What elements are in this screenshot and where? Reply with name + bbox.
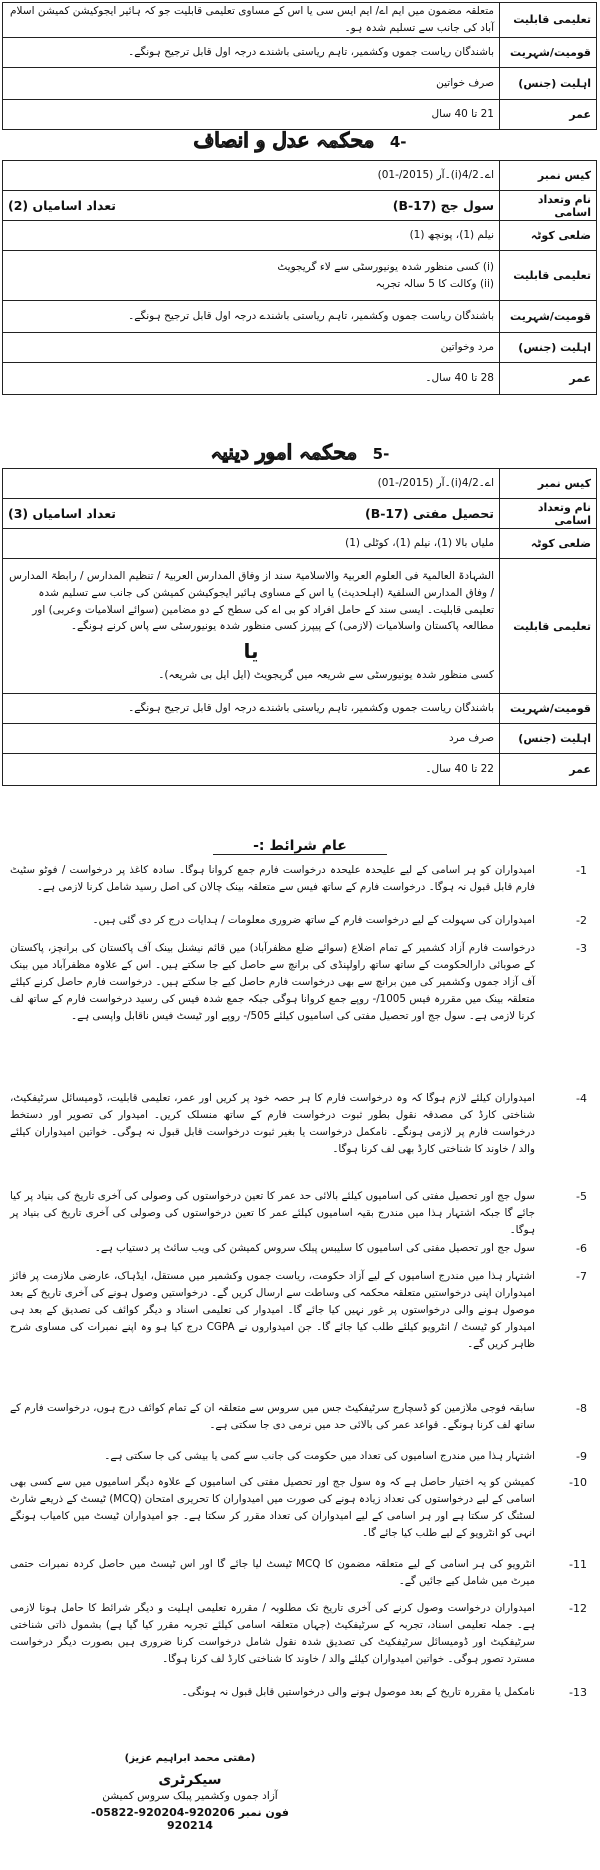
general-title-text: عام شرائط :- (213, 838, 387, 855)
post-cell (3, 191, 500, 221)
condition-text: نامکمل یا مقررہ تاریخ کے بعد موصول ہونے والی درخواستیں قابل قبول نہ ہونگی۔ (181, 1686, 535, 1698)
quota-label: ضلعی کوٹہ (500, 529, 597, 559)
qualification-text-alt: کسی منظور شدہ یونیورسٹی سے شریعہ میں گریجویٹ (ایل ایل بی شریعہ)۔ (158, 669, 494, 682)
qualification-value (3, 559, 500, 694)
condition-text: امیدواران کی سہولت کے لیے درخواست فارم کے ساتھ ضروری معلومات / ہدایات درج کر دی گئی ہیں۔ (92, 914, 535, 926)
row-value: متعلقہ مضمون میں ایم اے/ ایم ایس سی یا اس کے مساوی تعلیمی قابلیت جو کہ ہائیر ایجوکیشن کمیشن اسلام آباد کی جانب سے تسلیم شدہ ہو۔ (3, 3, 500, 38)
quota-value: نیلم (1)، پونچھ (1) (3, 221, 500, 251)
condition-text: سول جج اور تحصیل مفتی کی اسامیوں کیلئے بالائی حد عمر کا تعین درخواستوں کی وصولی کی آخری تاریخ کی بنیاد پر کیا جائے گا جبکہ اشتہار ہذا میں مندرج بقیہ اسامیوں کیلئے عمر کا تعین درخواستوں کی وصولی کی آخری تاریخ کی بنیاد پر ہوگا۔ (10, 1190, 535, 1236)
contact-phone: فون نمبر 920206-920204-05822-920214 (91, 1806, 289, 1832)
table-row (3, 529, 597, 559)
signatory-name: (مفتی محمد ابراہیم عزیز) (124, 1753, 256, 1764)
case-label: کیس نمبر (500, 469, 597, 499)
nationality-value: باشندگان ریاست جموں وکشمیر، تاہم ریاستی باشندے درجہ اول قابل ترجیح ہونگے۔ (3, 694, 500, 724)
table-row (3, 161, 597, 191)
qualification-value (3, 251, 500, 301)
condition-item (10, 1400, 595, 1434)
post-label: نام وتعداد اسامی (500, 191, 597, 221)
condition-text: انٹرویو کی ہر اسامی کے لیے متعلقہ مضمون کا MCQ ٹیسٹ لیا جائے گا اور اس ٹیسٹ میں حاصل کردہ نمبرات حتمی میرٹ میں شامل کیے جائیں گے۔ (10, 1558, 535, 1587)
condition-text: اشتہار ہذا میں مندرج اسامیوں کے لیے آزاد حکومت، ریاست جموں وکشمیر میں مستقل، ایڈہاک، عارضی ملازمت پر فائز امیدواران اپنی درخواستیں متعلقہ محکمہ کی وساطت سے ارسال کریں گے۔ درخواستیں وصول ہونے کی آخری تاریخ کے بعد موصول ہونے والی درخواستوں پر غور نہیں کیا جائے گا۔ امیدوار کی تعلیمی اسناد و دیگر کوائف کی تصدیق کے بعد ہی امیدوار کو ٹیسٹ / انٹرویو کیلئے طلب کیا جائے گا۔ جن امیدواروں نے CGPA درج کیا ہو وہ اپنے نمبرات کی مساوی شرح ظاہر کریں گے۔ (10, 1270, 535, 1350)
civil-judge-table (2, 160, 597, 395)
condition-item (10, 1556, 595, 1590)
section-4-heading (0, 128, 600, 152)
section-title: محکمہ عدل و انصاف (193, 128, 375, 152)
condition-text: سابقہ فوجی ملازمین کو ڈسچارج سرٹیفکیٹ جس میں سروس سے متعلقہ ان کے تمام کوائف درج ہوں، درخواست فارم کے ساتھ لف کرنا ہونگے۔ قواعد عمر کی بالائی حد میں نرمی دی جا سکتی ہے۔ (10, 1402, 535, 1431)
condition-number: -7 (576, 1270, 587, 1283)
condition-item (10, 1268, 595, 1353)
condition-item (10, 1600, 595, 1668)
table-row (3, 251, 597, 301)
post-name: سول جج (B-17) (392, 197, 494, 213)
condition-number: -5 (576, 1190, 587, 1203)
signatory-title: سیکرٹری (158, 1772, 222, 1788)
condition-text: امیدواران کیلئے لازم ہوگا کہ وہ درخواست فارم کا ہر حصہ خود پر کریں اور عمر، تعلیمی قابلیت، ڈومیسائل سرٹیفکیٹ، شناختی کارڈ کی مصدقہ نقول بطور ثبوت درخواست فارم کے ساتھ منسلک کریں۔ امیدوار کی تصویر اور دستخط درخواست فارم پر لازمی ہونگے۔ نامکمل درخواست یا بغیر ثبوت درخواست قابل قبول نہ ہوگی۔ خواتین امیدواران کیلئے والد / خاوند کا شناختی کارڈ بھی لف کرنا ہوگا۔ (10, 1092, 535, 1155)
section-5-heading (0, 440, 600, 464)
condition-number: -1 (576, 864, 587, 877)
condition-number: -13 (569, 1686, 587, 1699)
age-value: 22 تا 40 سال۔ (3, 754, 500, 786)
table-row (3, 191, 597, 221)
section-number: -5 (372, 445, 390, 463)
general-conditions-title (0, 835, 600, 854)
condition-text: اشتہار ہذا میں مندرج اسامیوں کی تعداد میں حکومت کی جانب سے کمی یا بیشی کی جا سکتی ہے۔ (104, 1450, 535, 1462)
table-row (3, 724, 597, 754)
condition-text: امیدواران درخواست وصول کرنے کی آخری تاریخ تک مطلوبہ / مقررہ تعلیمی اہلیت و دیگر شرائط کا حامل ہونا لازمی ہے۔ جملہ تعلیمی اسناد، تجربہ کے سرٹیفکیٹ (جہاں متعلقہ اسامی کیلئے تجربہ مقرر کیا گیا ہے) بشمول ذاتی شناختی سرٹیفکیٹ اور ڈومیسائل سرٹیفکیٹ کی تصدیق شدہ نقول شامل درخواست کرنا ضروری ہیں بصورت دیگر درخواست مسترد تصور ہوگی۔ خواتین امیدواران کیلئے والد / خاوند کا شناختی کارڈ لف کرنا ہوگا۔ (10, 1602, 535, 1665)
row-label: عمر (500, 99, 597, 129)
condition-number: -3 (576, 942, 587, 955)
row-value: 21 تا 40 سال (3, 99, 500, 129)
condition-item (10, 1188, 595, 1239)
row-value: باشندگان ریاست جموں وکشمیر، تاہم ریاستی باشندے درجہ اول قابل ترجیح ہونگے۔ (3, 37, 500, 67)
condition-number: -8 (576, 1402, 587, 1415)
condition-text: امیدواران کو ہر اسامی کے لیے علیحدہ علیحدہ درخواست فارم جمع کروانا ہوگا۔ سادہ کاغذ پر درخواست / فوٹو سٹیٹ فارم قابل قبول نہ ہوگا۔ درخواست فارم کے ساتھ فیس سے متعلقہ بینک چالان کی اصل رسید شامل کرنا لازمی ہے۔ (10, 864, 535, 893)
case-label: کیس نمبر (500, 161, 597, 191)
age-label: عمر (500, 363, 597, 395)
qualification-line: (i) کسی منظور شدہ یونیورسٹی سے لاء گریجویٹ (277, 260, 494, 273)
row-value: صرف خواتین (3, 67, 500, 99)
table-row (3, 754, 597, 786)
condition-text: سول جج اور تحصیل مفتی کی اسامیوں کا سلیبس پبلک سروس کمیشن کی ویب سائٹ پر دستیاب ہے۔ (94, 1242, 535, 1254)
condition-number: -4 (576, 1092, 587, 1105)
quota-label: ضلعی کوٹہ (500, 221, 597, 251)
condition-item (10, 940, 595, 1025)
post-count: تعداد اسامیاں (3) (8, 505, 116, 521)
post-count: تعداد اسامیاں (2) (8, 197, 116, 213)
post-label: نام وتعداد اسامی (500, 499, 597, 529)
signature-block (90, 1753, 290, 1832)
condition-number: -11 (569, 1558, 587, 1571)
table-row (3, 363, 597, 395)
gender-label: اہلیت (جنس) (500, 333, 597, 363)
case-value: اے۔4/2(i)۔آر (2015/-01) (3, 161, 500, 191)
age-value: 28 تا 40 سال۔ (3, 363, 500, 395)
nationality-label: قومیت/شہریت (500, 694, 597, 724)
previous-post-table (2, 2, 597, 130)
case-value: اے۔4/2(i)۔آر (2015/-01) (3, 469, 500, 499)
qualification-text: الشہادۃ العالمیۃ فی العلوم العربیۃ والاسلامیۃ سند از وفاق المدارس العربیۃ / تنظیم المدارس / رابطۃ المدارس / وفاق المدارس السلفیۃ (اہلحدیث) یا اس کے مساوی ہائیر ایجوکیشن کمیشن کی جانب سے تسلیم شدہ تعلیمی قابلیت۔ ایسی سند کے حامل افراد کو بی اے کی سطح کے دو مضامین (سوائے اسلامیات وعربی) اور مطالعہ پاکستان واسلامیات (لازمی) کے پیپرز کسی منظور شدہ یونیورسٹی سے پاس کرنے ہونگے۔ (9, 570, 494, 633)
section-number: -4 (389, 133, 407, 151)
section-title: محکمہ امور دینیہ (210, 440, 358, 464)
table-row (3, 99, 597, 129)
qualification-or: یا (243, 639, 259, 664)
condition-item (10, 1240, 595, 1257)
condition-number: -10 (569, 1476, 587, 1489)
table-row (3, 333, 597, 363)
table-row (3, 37, 597, 67)
table-row (3, 3, 597, 38)
condition-number: -2 (576, 914, 587, 927)
quota-value: ملیاں بالا (1)، نیلم (1)، کوٹلی (1) (3, 529, 500, 559)
gender-label: اہلیت (جنس) (500, 724, 597, 754)
condition-number: -12 (569, 1602, 587, 1615)
condition-item (10, 1684, 595, 1701)
nationality-label: قومیت/شہریت (500, 301, 597, 333)
qualification-label: تعلیمی قابلیت (500, 559, 597, 694)
qualification-label: تعلیمی قابلیت (500, 251, 597, 301)
condition-number: -9 (576, 1450, 587, 1463)
post-name: تحصیل مفتی (B-17) (364, 505, 494, 521)
tehsil-mufti-table (2, 468, 597, 786)
table-row (3, 221, 597, 251)
condition-item (10, 912, 595, 929)
row-label: قومیت/شہریت (500, 37, 597, 67)
table-row (3, 469, 597, 499)
post-cell (3, 499, 500, 529)
signatory-organization: آزاد جموں وکشمیر پبلک سروس کمیشن (102, 1790, 278, 1802)
condition-text: درخواست فارم آزاد کشمیر کے تمام اضلاع (سوائے ضلع مظفرآباد) میں قائم نیشنل بینک آف پاکستان کی برانچز، پاکستان کے صوبائی دارالحکومت کے ساتھ ساتھ راولپنڈی کی برانچ سے حاصل کیے جا سکتے ہیں۔ اس کے علاوہ مظفرآباد میں بینک آف آزاد جموں وکشمیر کی مین برانچ سے بھی درخواست فارم حاصل کیے جا سکتے ہیں۔ درخواست فارم حاصل کرنے کیلئے متعلقہ بینک میں مقررہ فیس 1005/- روپے جمع کروانا ہوگی جبکہ جمع شدہ فیس کی رسید درخواست فارم کے ساتھ لف کرنا لازمی ہے۔ سول جج اور تحصیل مفتی کی اسامیوں کیلئے 505/- روپے اور ٹیسٹ فیس ناقابل واپسی ہے۔ (10, 942, 536, 1022)
condition-number: -6 (576, 1242, 587, 1255)
qualification-line: (ii) وکالت کا 5 سالہ تجربہ (375, 277, 494, 290)
row-label: تعلیمی قابلیت (500, 3, 597, 38)
condition-item (10, 862, 595, 896)
table-row (3, 67, 597, 99)
row-label: اہلیت (جنس) (500, 67, 597, 99)
condition-text: کمیشن کو یہ اختیار حاصل ہے کہ وہ سول جج اور تحصیل مفتی کی اسامیوں کے علاوہ دیگر اسامیوں میں سے کسی بھی اسامی کے لیے درخواستوں کی تعداد زیادہ ہونے کی صورت میں امیدواران کا تحریری امتحان (MCQ) ٹیسٹ کے ذریعے شارٹ لسٹنگ کر سکتا ہے اور ہر اسامی کے لیے امیدواران کی تعداد مقرر کر سکتا ہے۔ جو امیدواران ٹیسٹ میں کامیاب ہونگے انہی کو انٹرویو کے لیے طلب کیا جائے گا۔ (10, 1476, 536, 1539)
age-label: عمر (500, 754, 597, 786)
table-row (3, 499, 597, 529)
table-row (3, 559, 597, 694)
gender-value: صرف مرد (3, 724, 500, 754)
nationality-value: باشندگان ریاست جموں وکشمیر، تاہم ریاستی باشندے درجہ اول قابل ترجیح ہونگے۔ (3, 301, 500, 333)
condition-item (10, 1448, 595, 1465)
condition-item (10, 1474, 595, 1542)
table-row (3, 694, 597, 724)
gender-value: مرد وخواتین (3, 333, 500, 363)
table-row (3, 301, 597, 333)
condition-item (10, 1090, 595, 1158)
